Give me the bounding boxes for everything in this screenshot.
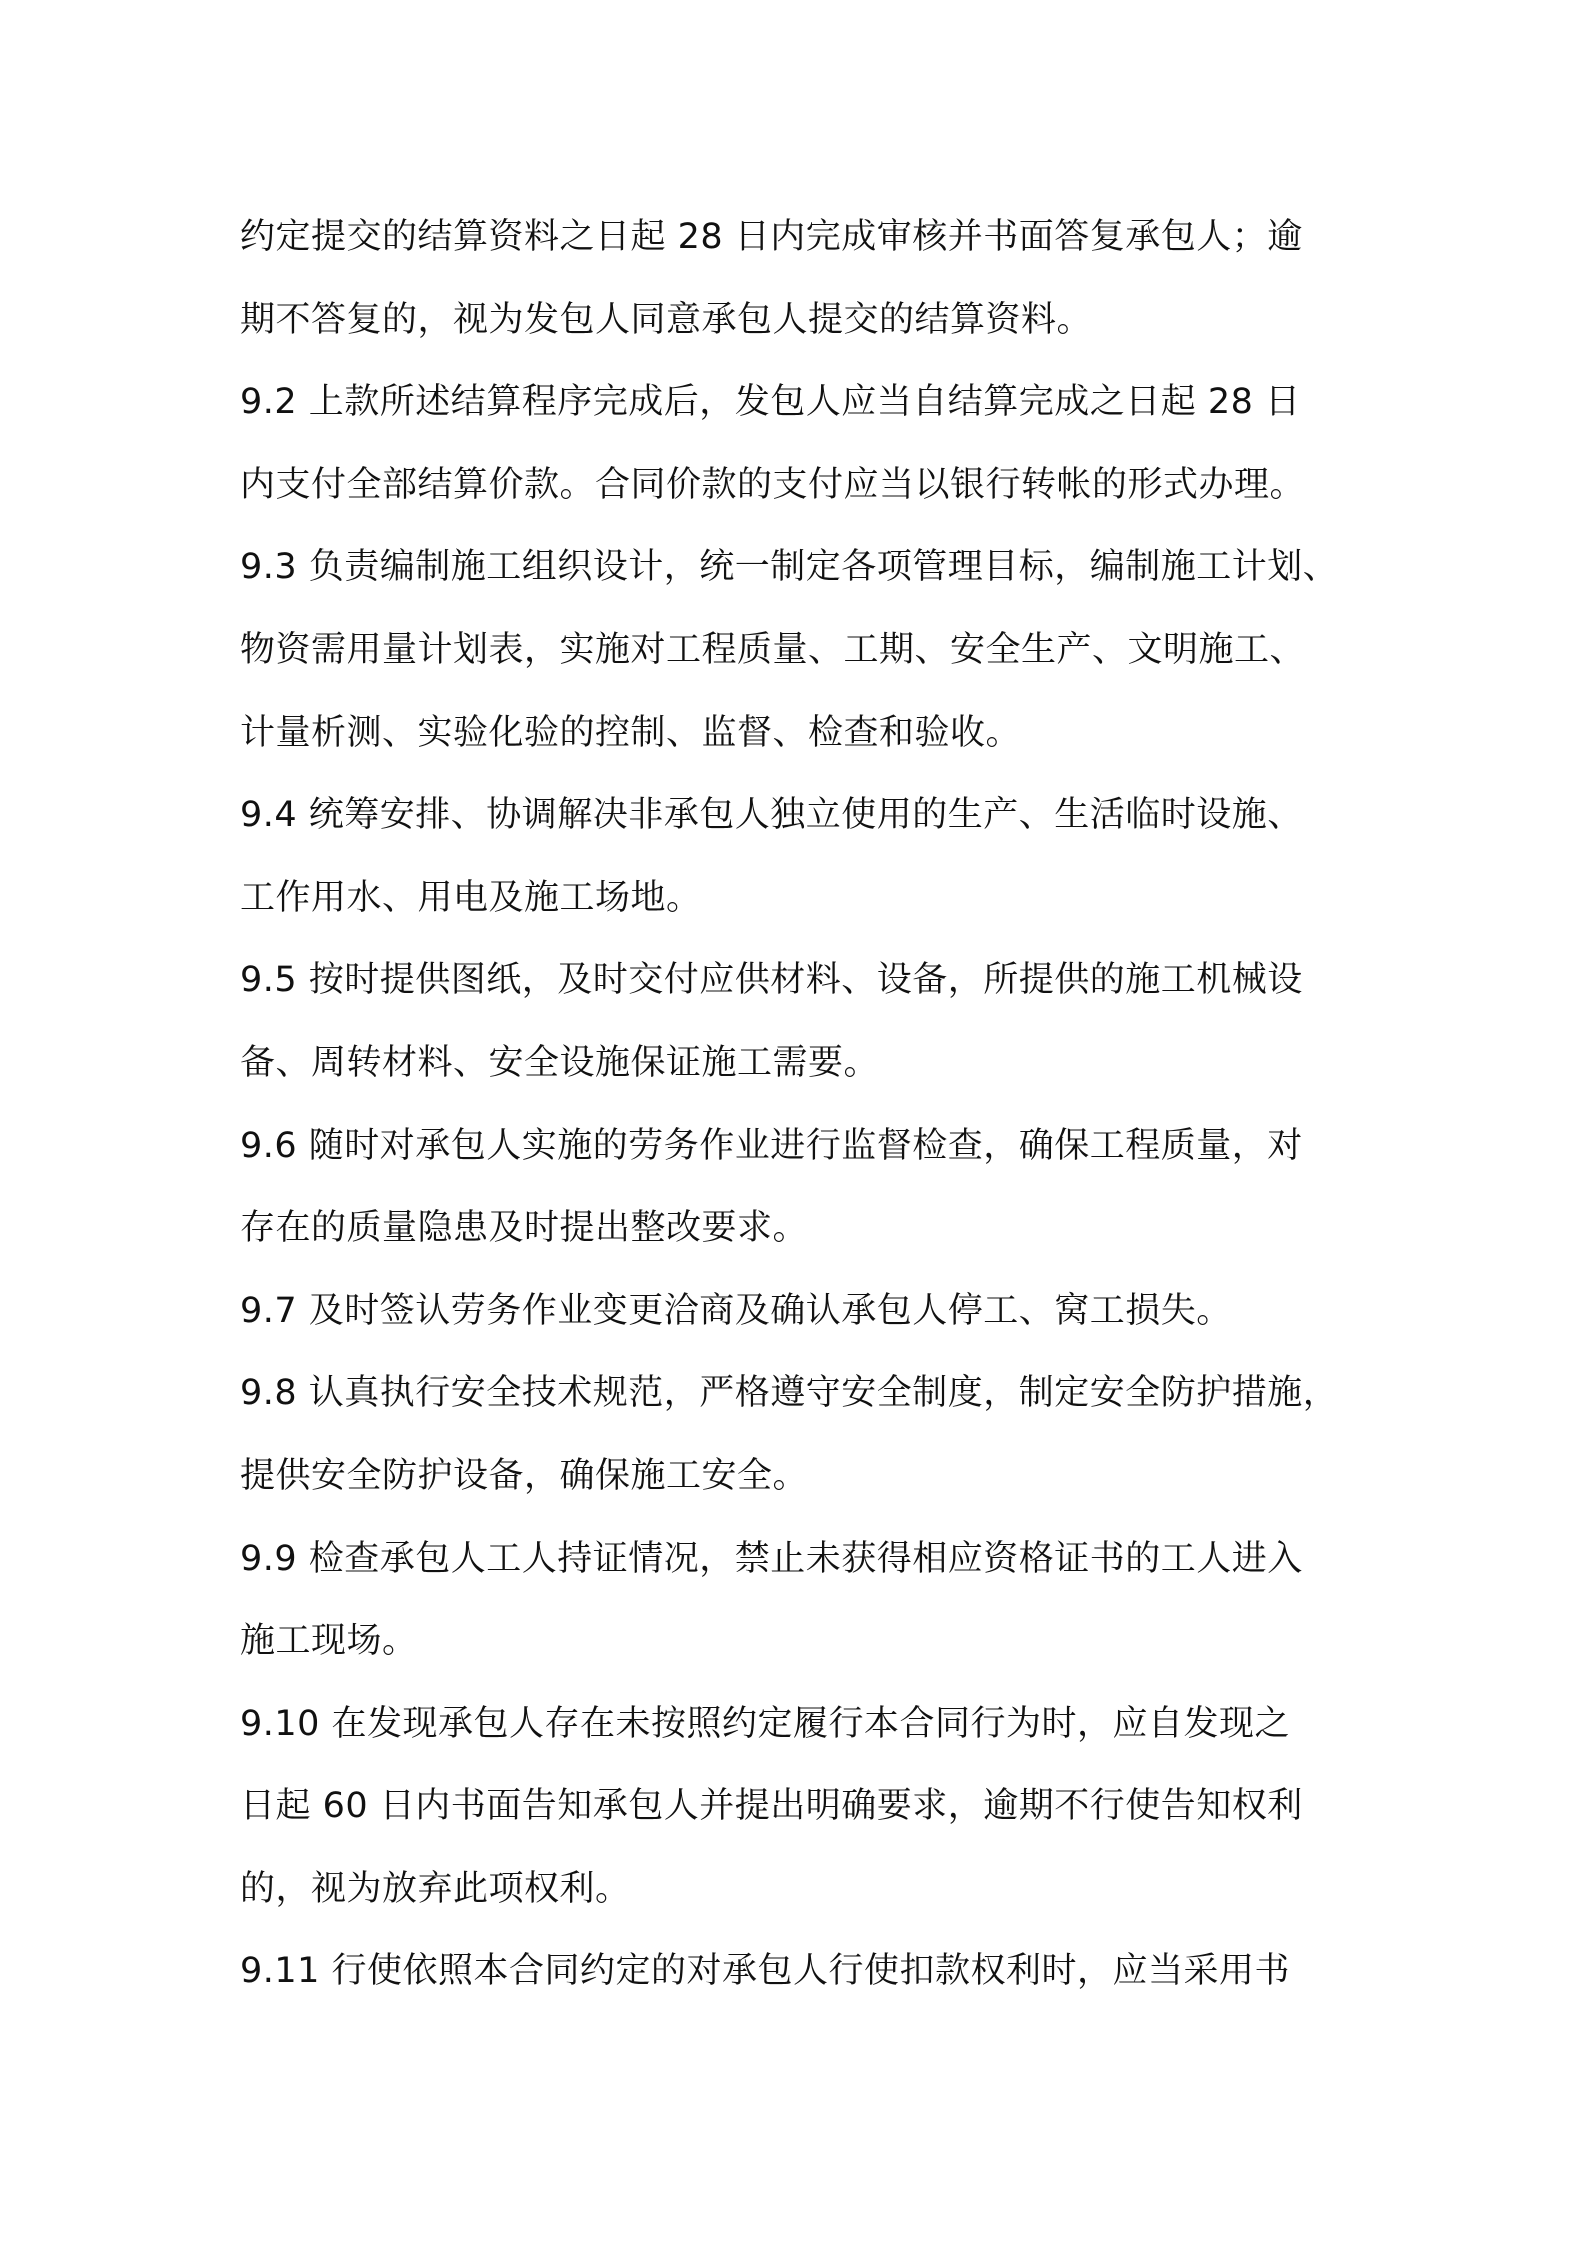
text-line: 9.6 随时对承包人实施的劳务作业进行监督检查，确保工程质量，对 — [240, 1125, 1303, 1166]
text-line: 物资需用量计划表，实施对工程质量、工期、安全生产、文明施工、 — [240, 629, 1306, 670]
contract-text — [240, 196, 1360, 2013]
text-line: 计量析测、实验化验的控制、监督、检查和验收。 — [240, 712, 1022, 753]
text-line: 9.2 上款所述结算程序完成后，发包人应当自结算完成之日起 28 日 — [240, 382, 1301, 423]
text-line: 9.5 按时提供图纸，及时交付应供材料、设备，所提供的施工机械设 — [240, 960, 1303, 1001]
text-line: 备、周转材料、安全设施保证施工需要。 — [240, 1042, 880, 1083]
text-line: 9.10 在发现承包人存在未按照约定履行本合同行为时，应自发现之 — [240, 1703, 1291, 1744]
text-line: 提供安全防护设备，确保施工安全。 — [240, 1455, 809, 1496]
text-line: 的，视为放弃此项权利。 — [240, 1868, 631, 1909]
text-line: 期不答复的，视为发包人同意承包人提交的结算资料。 — [240, 299, 1093, 340]
text-line: 9.3 负责编制施工组织设计，统一制定各项管理目标，编制施工计划、 — [240, 547, 1339, 588]
text-line: 工作用水、用电及施工场地。 — [240, 877, 702, 918]
text-line: 9.7 及时签认劳务作业变更洽商及确认承包人停工、窝工损失。 — [240, 1290, 1232, 1331]
text-line: 施工现场。 — [240, 1621, 418, 1662]
text-line: 9.4 统筹安排、协调解决非承包人独立使用的生产、生活临时设施、 — [240, 795, 1303, 836]
text-line: 9.9 检查承包人工人持证情况，禁止未获得相应资格证书的工人进入 — [240, 1538, 1303, 1579]
text-line: 9.11 行使依照本合同约定的对承包人行使扣款权利时，应当采用书 — [240, 1951, 1291, 1992]
text-line: 9.8 认真执行安全技术规范，严格遵守安全制度，制定安全防护措施， — [240, 1373, 1339, 1414]
text-line: 约定提交的结算资料之日起 28 日内完成审核并书面答复承包人；逾 — [240, 217, 1303, 257]
text-line: 日起 60 日内书面告知承包人并提出明确要求，逾期不行使告知权利 — [240, 1786, 1303, 1827]
text-line: 存在的质量隐患及时提出整改要求。 — [240, 1208, 809, 1249]
text-line: 内支付全部结算价款。合同价款的支付应当以银行转帐的形式办理。 — [240, 464, 1306, 505]
